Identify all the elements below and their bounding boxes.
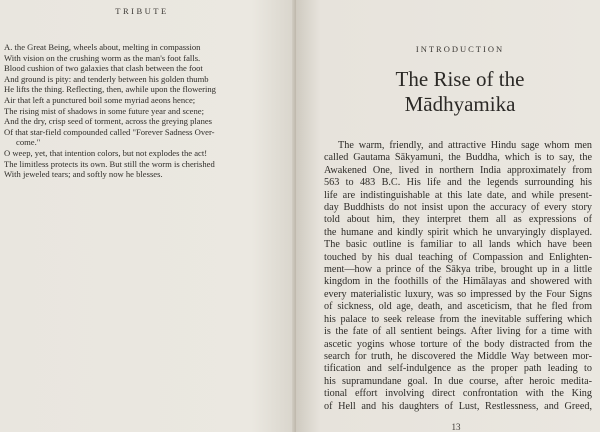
page-number: 13 [451,422,461,432]
poem-line: O weep, yet, that intention colors, but not explodes the act! [4,147,208,158]
text-line: life are indistinguishable at this late date, and while present- [324,189,592,201]
chapter-title: The Rise of the Mādhyamika [395,67,525,116]
text-line: tification and self-indulgence as the proper path leading to [324,363,592,375]
text-line: his palace to seek release from the inevitable suffering which [324,313,592,325]
poem-line: come." [16,137,41,148]
text-line: The warm, friendly, and attractive Hindu sage whom men [338,140,592,151]
text-line: of Hell and his daughters of Lust, Restlessness, and Greed, [324,400,592,412]
text-line: kingdom in the foothills of the Himālayas and showered with [324,276,592,288]
poem-line: With vision on the crushing worm as the man's foot falls. [4,52,201,63]
text-line: every materialistic luxury, was so impressed by the Four Signs [324,288,592,300]
running-head: TRIBUTE [115,6,169,16]
text-line: day Buddhists do not insist upon the accuracy of every story [324,202,592,214]
left-page [0,0,296,432]
text-line: told about him, they interpret them all as expressions of [324,214,592,226]
text-line: called Gautama Śākyamuni, the Buddha, which is to say, the [324,152,592,164]
poem-line: Of that star-field compounded called "Forever Sadness Over- [4,126,215,137]
text-line: of sickness, old age, death, and asceticism, that he fled from [324,301,592,313]
poem-line: And the dry, crisp seed of torment, across the greying planes [4,116,213,127]
text-line: tional effort involving direct confrontation with the King [324,388,592,400]
text-line: ascetic yogins whose torture of the body distracted from the [324,338,592,350]
text-line: search for truth, he discovered the Middle Way between mor- [324,350,592,362]
text-line: Awakened One, lived in northern India approximately from [324,164,592,176]
poem-line: Blood cushion of two galaxies that clash between the foot [4,63,203,74]
poem-line: Air that left a punctured boil some myriad aeons hence; [4,94,196,105]
poem-line: And ground is pity: and tenderly between his golden thumb [4,73,209,84]
text-line: the humane and kindly spirit which he unvaryingly displayed. [324,226,592,238]
text-line: 563 to 483 B.C. His life and the legends surrounding his [324,177,592,189]
poem [4,42,288,180]
text-line: The basic outline is familiar to all lands which have been [324,239,592,251]
poem-line: With jeweled tears; and softly now he blesses. [4,169,163,180]
text-line: ment—how a prince of the Śākya tribe, brought up in a little [324,264,592,276]
poem-line: The rising mist of shadows in some future year and scene; [4,105,204,116]
poem-line: A. the Great Being, wheels about, melting in compassion [4,42,201,52]
text-line: touched by his dual teaching of Compassion and Enlighten- [324,251,592,263]
section-label: INTRODUCTION [415,44,505,54]
text-line: his supramundane goal. In due course, after heroic medita- [324,375,592,387]
body-paragraph [324,140,592,413]
text-line: is the fate of all sentient beings. After living for a time with [324,326,592,338]
poem-line: He lifts the thing. Reflecting, then, awhile upon the flowering [4,84,216,95]
poem-line: The limitless protects its own. But still the worm is cherished [4,158,215,169]
